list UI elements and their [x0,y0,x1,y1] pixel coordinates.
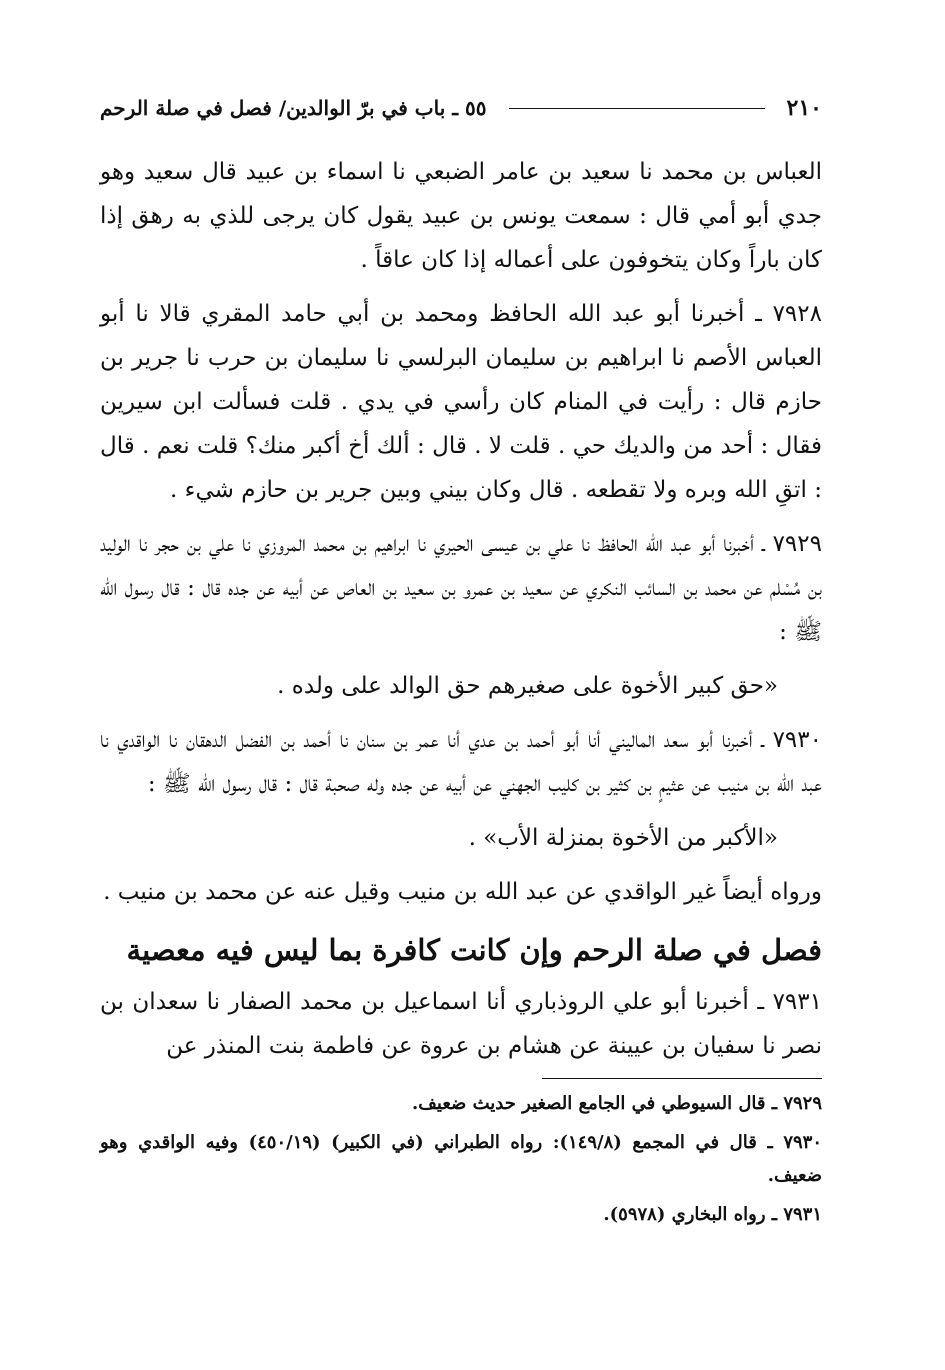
page-number: ٢١٠ [786,95,822,121]
footnote-divider [542,1078,822,1079]
footnote: ٧٩٢٩ ـ قال السيوطي في الجامع الصغير حديث ضعيف. [412,1093,822,1114]
header-rule [509,108,765,109]
paragraph-7928: ٧٩٢٨ ـ أخبرنا أبو عبد الله الحافظ ومحمد بن أبي حامد المقري قالا نا أبو العباس الأصم نا ابراهيم بن سليمان البرلسي نا سليمان بن حرب نا جرير بن حازم قال : رأيت في المنام كان رأسي في يدي . قلت فسألت ابن سيرين فقال : أحد من والديك حي . قلت لا . قال : ألك أخ أكبر منك؟ قلت نعم . قال : اتقِ الله وبره ولا تقطعه . قال وكان بيني وبين جرير بن حازم شيء . [100,301,822,503]
paragraph: العباس بن محمد نا سعيد بن عامر الضبعي نا اسماء بن عبيد قال سعيد وهو جدي أبو أمي قال : سمعت يونس بن عبيد يقول كان يرجى للذي به رهق إذا كان باراً وكان يتخوفون على أعماله إذا كان عاقاً . [100,159,822,273]
paragraph-7929: ٧٩٢٩ ـ أخبرنا أبو عبد الله الحافظ نا علي بن عيسى الحيري نا ابراهيم بن محمد المروزي نا علي بن حجر نا الوليد بن مُسْلم عن محمد بن السائب النكري عن سعيد بن عمرو بن سعيد بن العاص عن أبيه عن جده قال : قال رسول الله ﷺ : [100,531,822,645]
running-header [100,88,822,128]
footnote: ٧٩٣٠ ـ قال في المجمع (١٤٩/٨): رواه الطبراني (في الكبير) (٤٥٠/١٩) وفيه الواقدي وهو ضعيف. [100,1132,822,1186]
paragraph: ورواه أيضاً غير الواقدي عن عبد الله بن منيب وقيل عنه عن محمد بن منيب . [103,879,822,905]
chapter-title: ٥٥ ـ باب في برّ الوالدين/ فصل في صلة الرحم [100,96,487,120]
section-heading: فصل في صلة الرحم وإن كانت كافرة بما ليس فيه معصية [126,933,822,967]
main-text [100,150,822,1068]
footnotes [100,1087,822,1231]
footnote: ٧٩٣١ ـ رواه البخاري (٥٩٧٨). [603,1204,822,1225]
hadith-quote: «حق كبير الأخوة على صغيرهم حق الوالد على ولده . [277,673,778,699]
paragraph-7930: ٧٩٣٠ ـ أخبرنا أبو سعد الماليني أنا أبو أحمد بن عدي أنا عمر بن سنان نا أحمد بن الفضل الدهقان نا الواقدي نا عبد الله بن منيب عن عثيمٍ بن كثير بن كليب الجهني عن أبيه عن جده وله صحبة قال : قال رسول الله ﷺ : [100,727,822,797]
book-page [100,88,822,1237]
paragraph-7931: ٧٩٣١ ـ أخبرنا أبو علي الروذباري أنا اسماعيل بن محمد الصفار نا سعدان بن نصر نا سفيان بن عيينة عن هشام بن عروة عن فاطمة بنت المنذر عن [100,989,822,1059]
hadith-quote: «الأكبر من الأخوة بمنزلة الأب» . [468,825,778,851]
